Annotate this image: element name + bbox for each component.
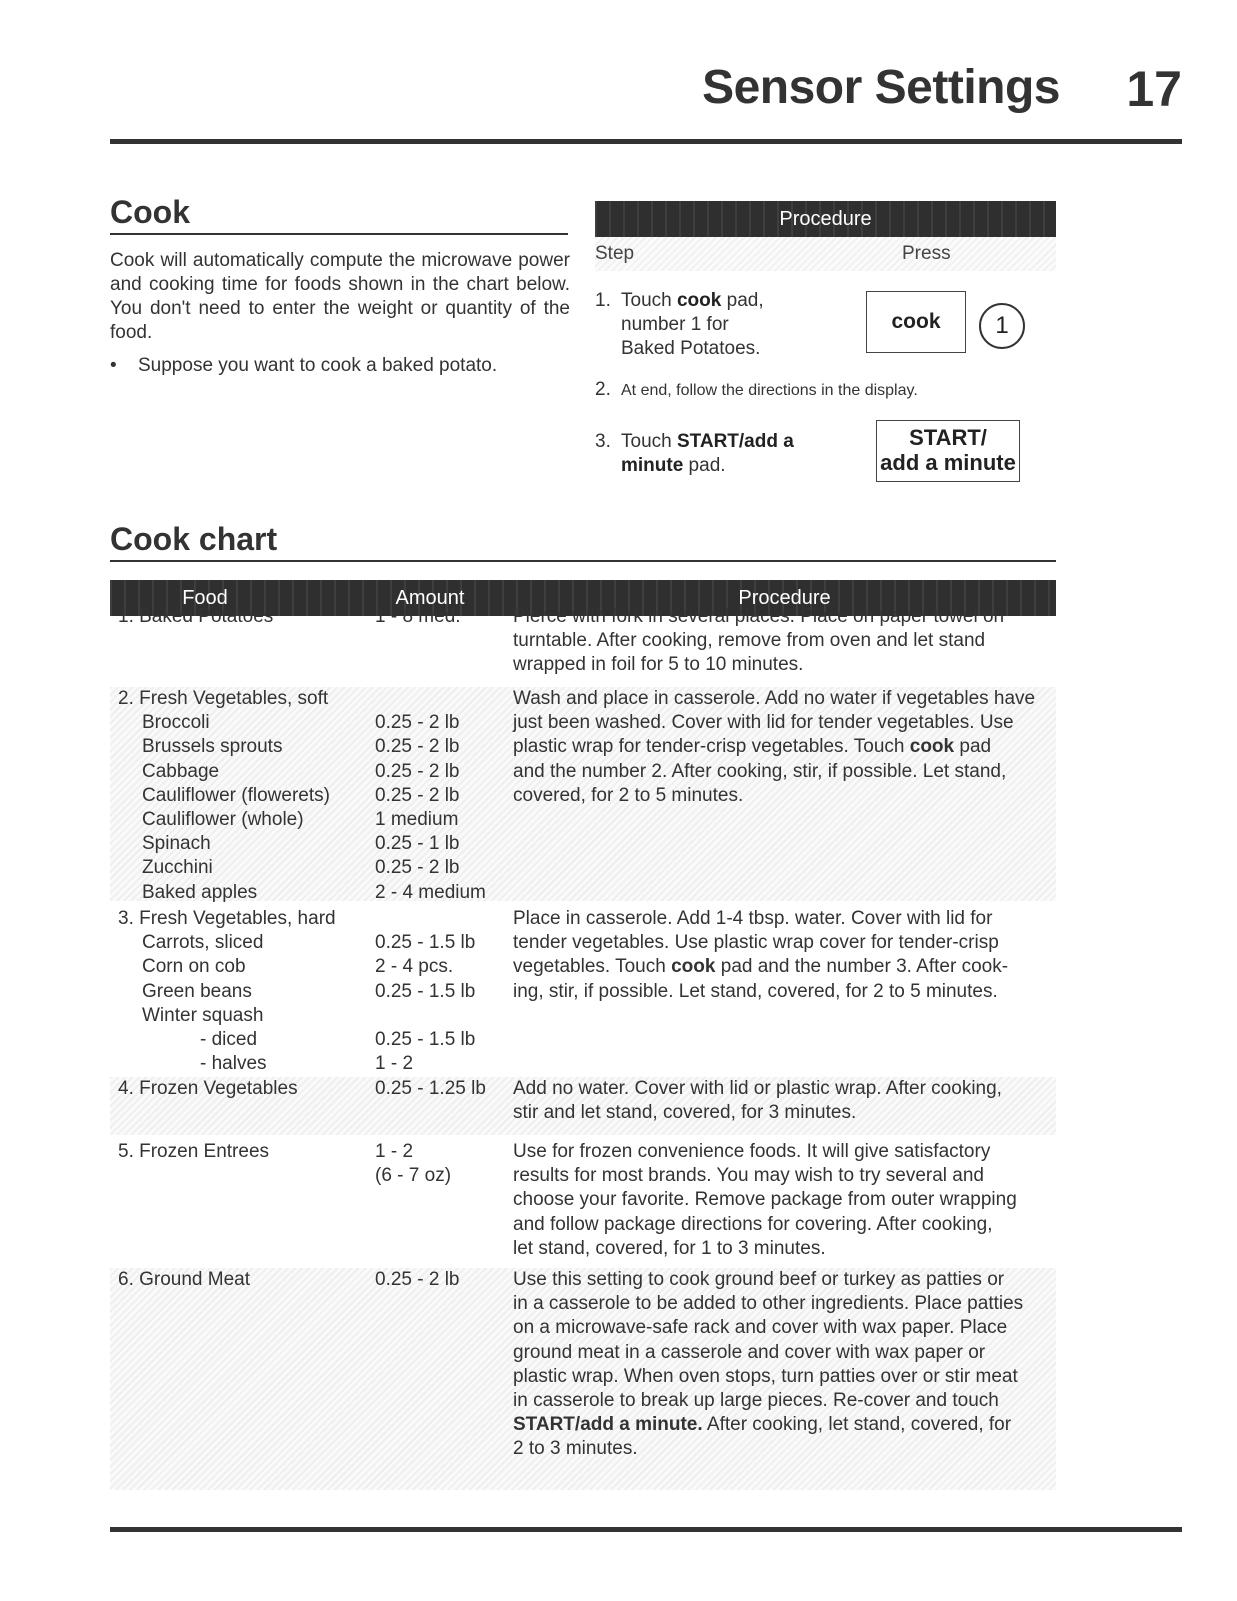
procedure-cell [513,1268,1056,1462]
amount-value: 0.25 - 2 lb [375,1269,460,1290]
procedure-line: Use this setting to cook ground beef or turkey as patties or [513,1269,1005,1290]
procedure-line: ing, stir, if possible. Let stand, covered, for 2 to 5 minutes. [513,980,998,1002]
step-3-text-b: pad. [683,455,726,476]
procedure-cell [513,907,1056,1004]
amount-value [375,907,515,931]
procedure-cell [513,605,1056,678]
food-item: Broccoli [142,712,210,734]
procedure-line: and the number 2. After cooking, stir, if possible. Let stand, [513,760,1007,782]
step-1-line-2: number 1 for [621,314,729,335]
step-3-text-a: Touch [621,431,677,452]
food-item: Cauliflower (flowerets) [142,784,330,806]
food-cell [118,907,368,1076]
amount-value: 0.25 - 2 lb [375,784,460,806]
amount-cell [375,605,515,629]
food-item: 2. Fresh Vegetables, soft [118,688,329,709]
procedure-bold: cook [909,736,955,758]
step-3-bold-2: minute [621,455,684,476]
step-press-header [595,237,1056,271]
cook-chart-underline [110,560,1056,562]
procedure-bold: cook [671,956,716,978]
procedure-line: vegetables. Touch cook pad and the number 3. After cook- [513,956,1009,978]
cook-bullet-text: Suppose you want to cook a baked potato. [138,355,498,376]
step-2-number: 2. [595,379,611,400]
step-2-text: At end, follow the directions in the display. [621,382,918,399]
press-label: Press [902,243,951,264]
amount-cell [375,1268,515,1292]
procedure-line: covered, for 2 to 5 minutes. [513,784,744,806]
food-item: Cauliflower (whole) [142,809,304,831]
food-item: 1. Baked Potatoes [118,606,274,627]
cook-title-underline [110,233,568,235]
amount-value: 0.25 - 1.5 lb [375,980,476,1002]
step-1-text-a: Touch [621,290,677,311]
amount-cell [375,1077,515,1101]
amount-cell [375,687,515,905]
food-item: Winter squash [142,1004,264,1026]
procedure-cell [513,687,1056,808]
procedure-line: let stand, covered, for 1 to 3 minutes. [513,1237,826,1259]
amount-value: 1 - 2 [375,1141,414,1162]
procedure-header-bar: Procedure [595,201,1056,237]
procedure-line: Wash and place in casserole. Add no water if vegetables have [513,688,1036,709]
amount-value [375,1004,515,1028]
start-key-line-2: add a minute [880,450,1016,475]
procedure-line: just been washed. Cover with lid for tender vegetables. Use [513,712,1014,734]
amount-value: 1 medium [375,809,459,831]
food-item: Carrots, sliced [142,932,264,954]
cook-chart-title: Cook chart [110,521,278,557]
food-item: 6. Ground Meat [118,1269,251,1290]
procedure-bold: START/add a minute. [513,1414,703,1436]
bullet-icon: • [110,355,117,376]
cook-bullet-item [110,354,570,378]
amount-value [375,687,515,711]
procedure-line: ground meat in a casserole and cover with wax paper or [513,1341,986,1363]
table-row [110,1268,1056,1490]
amount-value: 1 - 8 med. [375,606,461,627]
procedure-line: in casserole to break up large pieces. Re-cover and touch [513,1390,999,1412]
top-rule [110,139,1182,144]
page-number: 17 [1126,61,1182,117]
food-cell [118,1140,368,1164]
food-item: Cabbage [142,760,220,782]
amount-value: 0.25 - 1.5 lb [375,1029,476,1051]
procedure-line: Add no water. Cover with lid or plastic wrap. After cooking, [513,1078,1002,1099]
cook-section-title: Cook [110,194,190,230]
step-3 [595,430,835,478]
food-item: Zucchini [142,857,213,879]
column-header-procedure: Procedure [738,587,831,609]
step-2 [595,378,1065,403]
amount-cell [375,907,515,1076]
amount-value: 0.25 - 1.5 lb [375,932,476,954]
cook-key-button: cook [866,291,966,353]
food-item: 3. Fresh Vegetables, hard [118,908,336,929]
amount-value: 0.25 - 1.25 lb [375,1078,486,1099]
food-item: Green beans [142,980,252,1002]
procedure-line: Use for frozen convenience foods. It will give satisfactory [513,1141,991,1162]
procedure-cell [513,1140,1056,1261]
procedure-line: Place in casserole. Add 1-4 tbsp. water. Cover with lid for [513,908,993,929]
food-item: Brussels sprouts [142,736,283,758]
food-item: Corn on cob [142,956,246,978]
step-1-bold: cook [676,290,722,311]
procedure-line: START/add a minute. After cooking, let stand, covered, for [513,1414,1012,1436]
food-cell [118,1077,368,1101]
procedure-line: tender vegetables. Use plastic wrap cover for tender-crisp [513,932,999,954]
food-cell [118,1268,368,1292]
column-header-food: Food [182,587,228,609]
procedure-line: wrapped in foil for 5 to 10 minutes. [513,654,804,676]
amount-value: 0.25 - 1 lb [375,833,460,855]
start-key-line-1: START/ [909,425,987,450]
food-item: - diced [200,1029,258,1051]
food-item: - halves [200,1053,267,1075]
page-title: Sensor Settings [702,61,1060,114]
amount-value: 1 - 2 [375,1053,414,1075]
step-3-bold-1: START/add a [676,431,794,452]
amount-value: 2 - 4 medium [375,881,486,903]
step-1 [595,289,825,361]
bottom-rule [110,1527,1182,1532]
procedure-line: turntable. After cooking, remove from oven and let stand [513,630,986,652]
procedure-line: and follow package directions for covering. After cooking, [513,1213,993,1235]
food-item: Baked apples [142,881,258,903]
procedure-line: plastic wrap. When oven stops, turn patties over or stir meat [513,1365,1018,1387]
food-item: 5. Frozen Entrees [118,1141,270,1162]
amount-value: (6 - 7 oz) [375,1165,452,1187]
procedure-cell [513,1077,1056,1125]
procedure-line: 2 to 3 minutes. [513,1438,638,1460]
food-item: 4. Frozen Vegetables [118,1078,298,1099]
step-1-text-b: pad, [721,290,764,311]
food-cell [118,687,368,905]
procedure-line: stir and let stand, covered, for 3 minutes. [513,1102,857,1124]
table-row [110,1077,1056,1135]
table-row [110,1140,1056,1264]
amount-cell [375,1140,515,1188]
food-item: Spinach [142,833,211,855]
number-1-key-icon: 1 [979,303,1025,349]
table-row [110,687,1056,901]
procedure-line: in a casserole to be added to other ingredients. Place patties [513,1293,1024,1315]
procedure-line: on a microwave-safe rack and cover with wax paper. Place [513,1317,1008,1339]
amount-value: 0.25 - 2 lb [375,712,460,734]
procedure-line: choose your favorite. Remove package from outer wrapping [513,1189,1017,1211]
procedure-line: results for most brands. You may wish to try several and [513,1165,984,1187]
table-row [110,605,1056,679]
step-1-line-3: Baked Potatoes. [621,338,761,359]
amount-value: 0.25 - 2 lb [375,857,460,879]
step-label: Step [595,243,635,264]
table-row [110,907,1056,1075]
amount-value: 0.25 - 2 lb [375,760,460,782]
food-cell [118,605,368,629]
start-add-a-minute-key-button [876,420,1020,482]
procedure-line: plastic wrap for tender-crisp vegetables. Touch cook pad [513,736,992,758]
step-1-number: 1. [595,290,611,311]
amount-value: 0.25 - 2 lb [375,736,460,758]
step-3-number: 3. [595,431,611,452]
procedure-line: Pierce with fork in several places. Place on paper towel on [513,606,1005,627]
amount-value: 2 - 4 pcs. [375,956,454,978]
column-header-amount: Amount [395,587,465,609]
cook-intro-text: Cook will automatically compute the microwave power and cooking time for foods shown in the chart below. You don't need to enter the weight or quantity of the food. [110,250,570,343]
